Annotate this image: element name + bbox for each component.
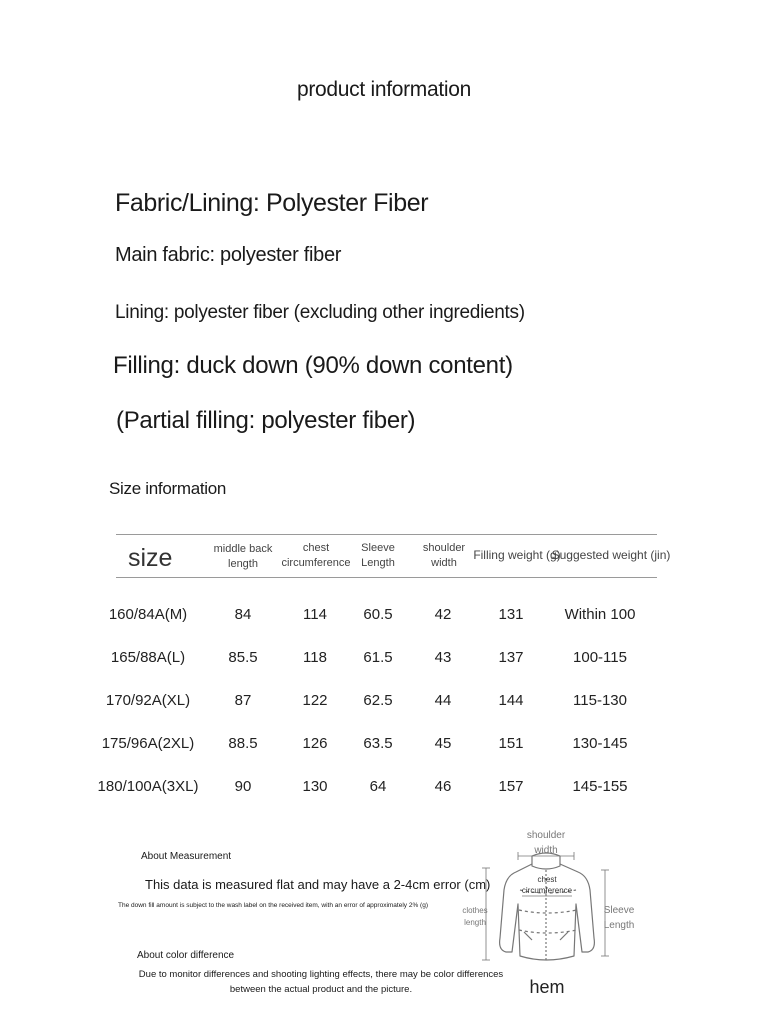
cell-sleeve: 62.5 (363, 692, 393, 709)
cell-middle-back-length: 85.5 (228, 649, 258, 666)
about-measurement-heading: About Measurement (141, 851, 232, 862)
cell-size: 175/96A(2XL) (101, 735, 195, 752)
diagram-label-shoulder-width (527, 828, 565, 858)
fill-amount-note: The down fill amount is subject to the wash label on the received item, with an error of approximately 2% (g) (118, 902, 428, 909)
diagram-chest-line1: chest (537, 875, 557, 884)
diagram-label-chest (522, 874, 572, 896)
cell-chest: 122 (302, 692, 328, 709)
lining-spec: Lining: polyester fiber (excluding other ingredients) (115, 302, 525, 323)
header-filling-weight: Filling weight (g) (473, 548, 561, 562)
header-middle-back-length-line1: middle back (213, 543, 273, 555)
cell-suggested-weight: 145-155 (572, 778, 628, 795)
diagram-chest-line2: circumference (521, 886, 573, 895)
cell-size: 180/100A(3XL) (97, 778, 199, 795)
header-sleeve-line1: Sleeve (361, 542, 395, 554)
header-middle-back-length (214, 542, 273, 572)
color-note-line1: Due to monitor differences and shooting lighting effects, there may be color differences (138, 969, 504, 980)
header-shoulder-width (423, 541, 465, 571)
cell-filling-weight: 151 (498, 735, 524, 752)
color-note-line2: between the actual product and the picture. (229, 984, 413, 995)
cell-sleeve: 63.5 (363, 735, 393, 752)
header-sleeve-line2: Length (361, 557, 395, 569)
cell-filling-weight: 131 (498, 606, 524, 623)
header-sleeve-length (361, 541, 395, 571)
diagram-sleeve-line2: Length (603, 920, 635, 931)
cell-size: 170/92A(XL) (105, 692, 191, 709)
diagram-shoulder-line1: shoulder (526, 830, 566, 841)
cell-filling-weight: 144 (498, 692, 524, 709)
diagram-label-sleeve-length (604, 903, 635, 933)
cell-suggested-weight: Within 100 (564, 606, 636, 623)
cell-chest: 130 (302, 778, 328, 795)
table-header-rule (116, 577, 657, 578)
size-section-title: Size information (109, 479, 227, 498)
header-suggested-weight: Suggested weight (jin) (551, 548, 671, 562)
header-chest-line1: chest (302, 542, 330, 554)
diagram-shoulder-line2: width (534, 845, 558, 856)
filling-spec: Filling: duck down (90% down content) (113, 352, 513, 379)
about-color-heading: About color difference (137, 950, 235, 961)
cell-middle-back-length: 90 (234, 778, 252, 795)
header-size: size (128, 544, 173, 572)
diagram-clothes-length-line1: clothes (462, 906, 488, 915)
cell-size: 160/84A(M) (108, 606, 188, 623)
cell-chest: 118 (303, 649, 327, 666)
diagram-label-clothes-length (462, 905, 487, 929)
cell-filling-weight: 157 (498, 778, 524, 795)
cell-chest: 126 (302, 735, 328, 752)
cell-sleeve: 60.5 (363, 606, 393, 623)
cell-sleeve: 64 (369, 778, 387, 795)
partial-filling-spec: (Partial filling: polyester fiber) (116, 407, 416, 434)
cell-middle-back-length: 88.5 (228, 735, 258, 752)
cell-middle-back-length: 87 (234, 692, 252, 709)
cell-suggested-weight: 100-115 (573, 649, 627, 666)
main-fabric-spec: Main fabric: polyester fiber (115, 244, 342, 266)
table-top-rule (116, 534, 657, 535)
cell-shoulder: 45 (434, 735, 452, 752)
cell-size: 165/88A(L) (110, 649, 186, 666)
header-shoulder-line1: shoulder (422, 542, 466, 554)
cell-filling-weight: 137 (498, 649, 524, 666)
jacket-icon (500, 853, 595, 960)
header-shoulder-line2: width (431, 557, 457, 569)
diagram-label-hem: hem (529, 977, 565, 997)
cell-suggested-weight: 115-130 (573, 692, 627, 709)
cell-shoulder: 43 (434, 649, 452, 666)
cell-suggested-weight: 130-145 (572, 735, 628, 752)
diagram-sleeve-line1: Sleeve (603, 905, 635, 916)
header-chest-circumference (281, 541, 350, 571)
cell-shoulder: 44 (434, 692, 452, 709)
cell-sleeve: 61.5 (363, 649, 393, 666)
page-title: product information (296, 78, 472, 101)
diagram-clothes-length-line2: length (464, 918, 486, 927)
fabric-lining-spec: Fabric/Lining: Polyester Fiber (115, 189, 429, 217)
header-middle-back-length-line2: length (228, 558, 258, 570)
measurement-note: This data is measured flat and may have a 2-4cm error (cm) (145, 877, 491, 892)
cell-chest: 114 (303, 606, 327, 623)
cell-middle-back-length: 84 (234, 606, 252, 623)
cell-shoulder: 42 (434, 606, 452, 623)
cell-shoulder: 46 (434, 778, 452, 795)
header-chest-line2: circumference (281, 557, 351, 569)
